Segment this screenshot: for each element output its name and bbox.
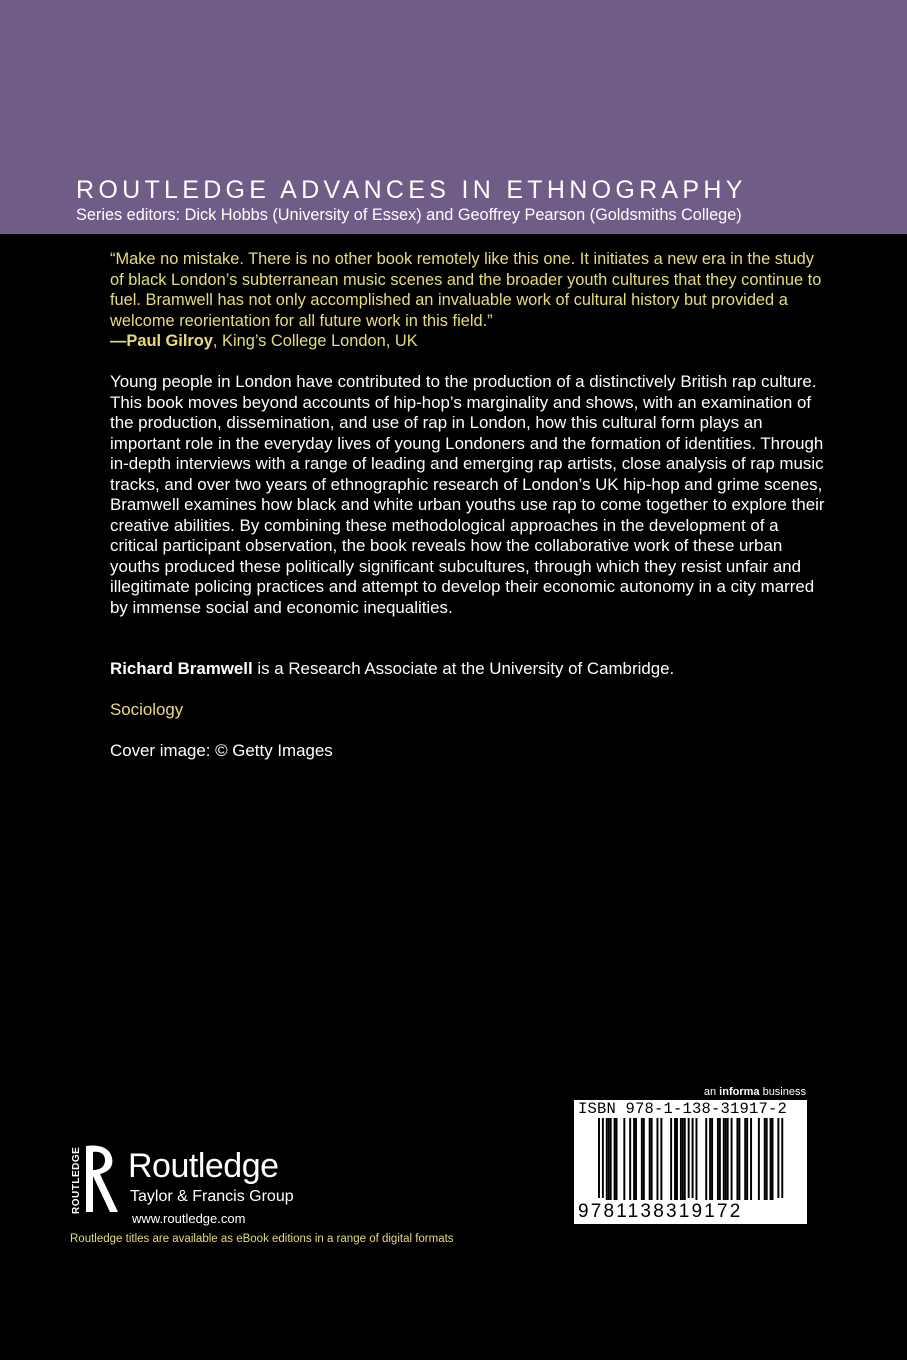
barcode-bar (723, 1118, 725, 1200)
barcode-bar (717, 1118, 719, 1200)
barcode-bar (680, 1118, 682, 1200)
quote-attribution-name: Paul Gilroy (126, 332, 213, 351)
barcode-bar (606, 1118, 608, 1200)
barcode-bar (711, 1118, 713, 1200)
barcode-bar (643, 1118, 645, 1200)
logo-vertical-text: ROUTLEDGE (71, 1146, 82, 1214)
barcode-bar (781, 1118, 783, 1198)
barcode-bar (674, 1118, 676, 1200)
barcode-bar (770, 1118, 772, 1200)
barcode-bar (692, 1118, 694, 1198)
barcode-bar (616, 1118, 618, 1200)
barcode-bar (614, 1118, 616, 1200)
barcode-bar (777, 1118, 779, 1198)
publisher-name: Routledge (128, 1147, 279, 1185)
barcode-bar (746, 1118, 748, 1200)
barcode-bar (651, 1118, 653, 1200)
publisher-group: Taylor & Francis Group (130, 1188, 294, 1205)
series-title: ROUTLEDGE ADVANCES IN ETHNOGRAPHY (76, 176, 747, 204)
informa-brand: informa (719, 1086, 760, 1098)
cover-credit: Cover image: © Getty Images (110, 741, 333, 760)
subject-category: Sociology (110, 700, 184, 719)
barcode-bar (649, 1118, 651, 1200)
barcode-bar (709, 1118, 711, 1200)
barcode-bar (758, 1118, 760, 1200)
barcode-bar (657, 1118, 659, 1200)
barcode-bar (670, 1118, 672, 1200)
series-header-band (0, 0, 907, 234)
barcode-bar (602, 1118, 604, 1198)
quote-attribution-dash: — (110, 332, 127, 351)
informa-prefix: an (703, 1086, 720, 1098)
barcode-bar (676, 1118, 678, 1200)
barcode-bar (641, 1118, 643, 1200)
author-bio-text: is a Research Associate at the University of Cambridge. (252, 659, 675, 678)
barcode-bar (731, 1118, 733, 1200)
barcode-bar (688, 1118, 690, 1198)
barcode-bar (766, 1118, 768, 1200)
informa-suffix: business (759, 1086, 806, 1098)
publisher-url: www.routledge.com (132, 1211, 246, 1226)
barcode-bar (738, 1118, 740, 1200)
barcode-bar (682, 1118, 684, 1200)
barcode-bar (772, 1118, 774, 1200)
barcode-bar (598, 1118, 600, 1198)
routledge-logo-icon (66, 1142, 124, 1214)
quote-text: “Make no mistake. There is no other book remotely like this one. It initiates a new era in the study of black London’s subterranean music scenes and the broader youth cultures that they continue to fuel. Bramwell has not only accomplished an invaluable work of cultural history but provided a welcome reorientation for all future work in this field.” (110, 250, 822, 330)
barcode-bar (660, 1118, 662, 1200)
author-bio (110, 659, 830, 680)
quote-attribution-affiliation: , King’s College London, UK (212, 332, 418, 351)
barcode-bar (727, 1118, 729, 1200)
barcode-bar (705, 1118, 707, 1200)
barcode-bar (610, 1118, 612, 1200)
barcode-bar (696, 1118, 698, 1200)
author-name: Richard Bramwell (110, 659, 253, 678)
barcode-bar (633, 1118, 635, 1200)
endorsement-quote (110, 249, 830, 352)
ean-digits: 9781138319172 (578, 1201, 743, 1222)
barcode-bar (608, 1118, 610, 1200)
barcode-bar (684, 1118, 686, 1200)
barcode-bar (635, 1118, 637, 1200)
isbn-barcode (574, 1100, 807, 1224)
barcode-bar (623, 1118, 625, 1200)
book-description: Young people in London have contributed to the production of a distinctively British rap culture. This book moves beyond accounts of hip-hop’s marginality and shows, with an examination of the production, dissemination, and use of rap in London, how this cultural form plays an important role in the everyday lives of young Londoners and the formation of identities. Through in-depth interviews with a range of leading and emerging rap artists, close analysis of rap music tracks, and over two years of ethnographic research of London’s UK hip-hop and grime scenes, Bramwell examines how black and white urban youths use rap to come together to explore their creative abilities. By combining these methodological approaches in the development of a critical participant observation, the book reveals how the collaborative work of these urban youths produced these politically significant subcultures, through which they resist unfair and illegitimate policing practices and attempt to develop their economic autonomy in a city marred by immense social and economic inequalities. (110, 372, 825, 617)
barcode-bar (750, 1118, 752, 1200)
barcode-bar (744, 1118, 746, 1200)
barcode-bar (719, 1118, 721, 1200)
barcode-bar (764, 1118, 766, 1200)
barcode-bar (725, 1118, 727, 1200)
barcode-bar (736, 1118, 738, 1200)
series-editors: Series editors: Dick Hobbs (University of Essex) and Geoffrey Pearson (Goldsmiths College) (76, 206, 742, 224)
informa-business-tag (700, 1086, 806, 1098)
ebook-note: Routledge titles are available as eBook editions in a range of digital formats (70, 1233, 454, 1245)
isbn-label: ISBN 978-1-138-31917-2 (578, 1100, 788, 1118)
barcode-bar (629, 1118, 631, 1200)
